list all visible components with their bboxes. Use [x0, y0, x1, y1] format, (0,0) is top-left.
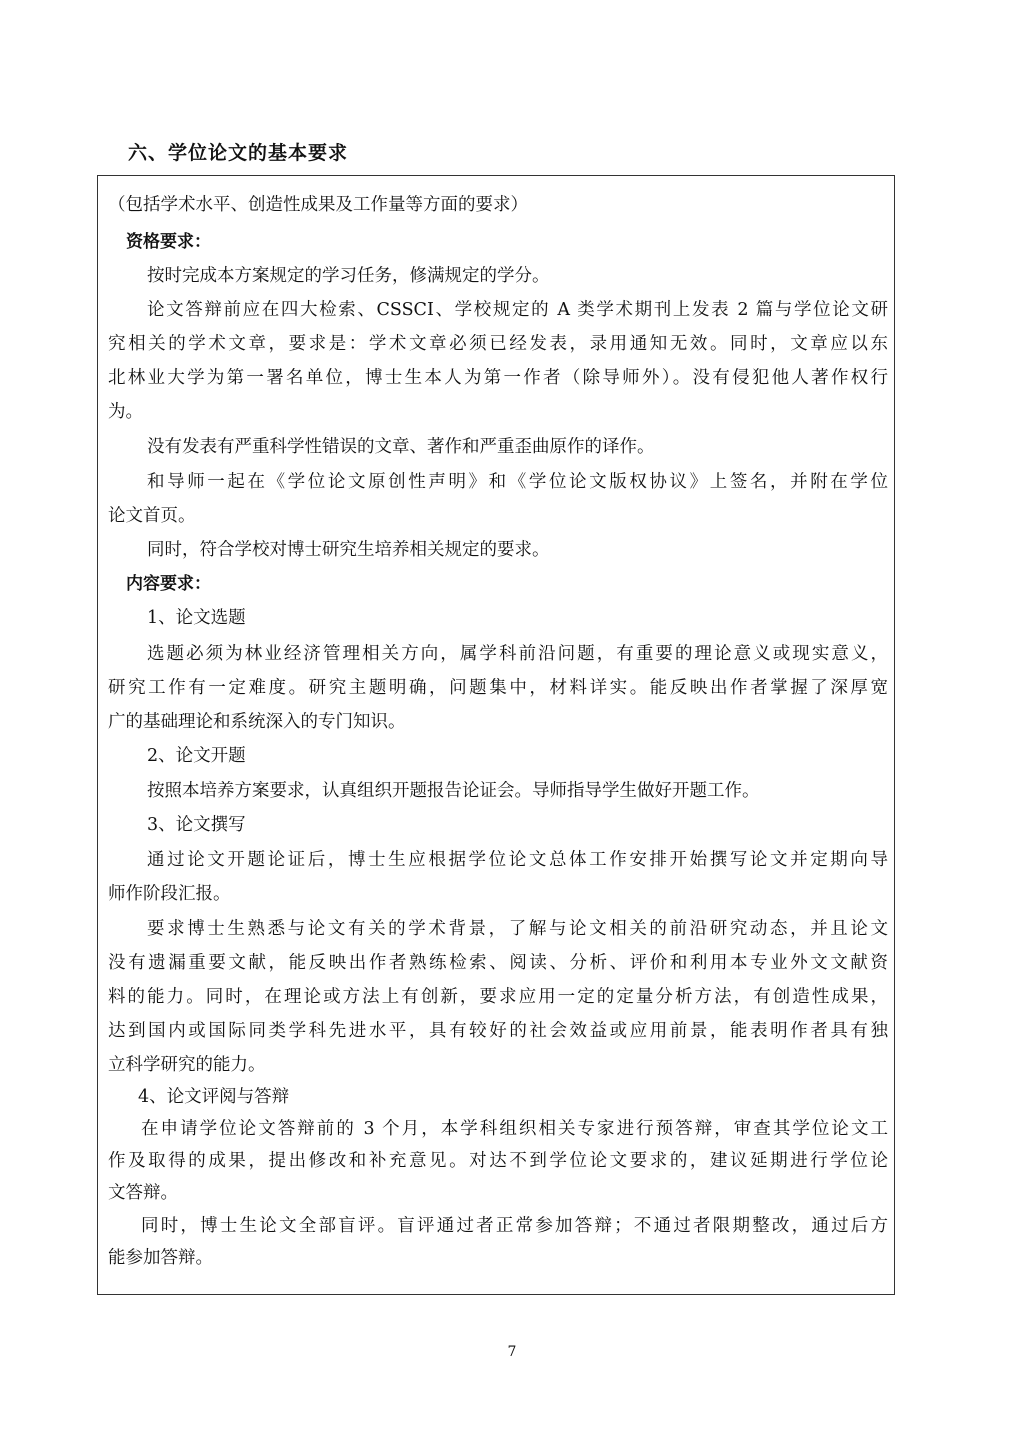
content-paragraph: 没有遗漏重要文献，能反映出作者熟练检索、阅读、分析、评价和利用本专业外文文献资 — [108, 953, 888, 973]
content-paragraph: 要求博士生熟悉与论文有关的学术背景，了解与论文相关的前沿研究动态，并且论文 — [147, 919, 888, 939]
qualification-paragraph: 论文首页。 — [108, 506, 196, 526]
subsection-title: 3、论文撰写 — [147, 815, 246, 835]
content-paragraph: 立科学研究的能力。 — [108, 1055, 266, 1075]
content-paragraph: 作及取得的成果，提出修改和补充意见。对达不到学位论文要求的，建议延期进行学位论 — [108, 1151, 888, 1171]
content-paragraph: 按照本培养方案要求，认真组织开题报告论证会。导师指导学生做好开题工作。 — [147, 781, 760, 801]
qualification-paragraph: 论文答辩前应在四大检索、CSSCI、学校规定的 A 类学术期刊上发表 2 篇与学位论文研 — [147, 300, 888, 320]
subsection-title: 1、论文选题 — [147, 608, 246, 628]
qualification-paragraph: 和导师一起在《学位论文原创性声明》和《学位论文版权协议》上签名，并附在学位 — [147, 472, 888, 492]
subsection-title: 4、论文评阅与答辩 — [138, 1087, 290, 1107]
content-paragraph: 能参加答辩。 — [108, 1248, 213, 1268]
content-paragraph: 在申请学位论文答辩前的 3 个月，本学科组织相关专家进行预答辩，审查其学位论文工 — [141, 1119, 888, 1139]
content-paragraph: 料的能力。同时，在理论或方法上有创新，要求应用一定的定量分析方法，有创造性成果， — [108, 987, 888, 1007]
qualification-paragraph: 为。 — [108, 402, 143, 422]
content-paragraph: 文答辩。 — [108, 1183, 178, 1203]
content-paragraph: 同时，博士生论文全部盲评。盲评通过者正常参加答辩；不通过者限期整改，通过后方 — [141, 1216, 888, 1236]
content-paragraph: 研究工作有一定难度。研究主题明确，问题集中，材料详实。能反映出作者掌握了深厚宽 — [108, 678, 888, 698]
qualification-paragraph: 同时，符合学校对博士研究生培养相关规定的要求。 — [147, 540, 550, 560]
content-paragraph: 达到国内或国际同类学科先进水平，具有较好的社会效益或应用前景，能表明作者具有独 — [108, 1021, 888, 1041]
content-paragraph: 通过论文开题论证后，博士生应根据学位论文总体工作安排开始撰写论文并定期向导 — [147, 850, 888, 870]
qualification-paragraph: 究相关的学术文章，要求是：学术文章必须已经发表，录用通知无效。同时，文章应以东 — [108, 334, 888, 354]
page-number: 7 — [507, 1344, 517, 1360]
qualification-paragraph: 按时完成本方案规定的学习任务，修满规定的学分。 — [147, 266, 550, 286]
section-title: 六、学位论文的基本要求 — [128, 142, 349, 164]
content-paragraph: 选题必须为林业经济管理相关方向，属学科前沿问题，有重要的理论意义或现实意义， — [147, 644, 888, 664]
qualification-paragraph: 没有发表有严重科学性错误的文章、著作和严重歪曲原作的译作。 — [147, 437, 655, 457]
qualification-heading: 资格要求： — [126, 232, 211, 252]
qualification-paragraph: 北林业大学为第一署名单位，博士生本人为第一作者（除导师外）。没有侵犯他人著作权行 — [108, 368, 888, 388]
content-paragraph: 师作阶段汇报。 — [108, 884, 231, 904]
subsection-title: 2、论文开题 — [147, 746, 246, 766]
content-paragraph: 广的基础理论和系统深入的专门知识。 — [108, 712, 406, 732]
intro-note: （包括学术水平、创造性成果及工作量等方面的要求） — [108, 195, 528, 215]
content-heading: 内容要求： — [126, 574, 211, 594]
